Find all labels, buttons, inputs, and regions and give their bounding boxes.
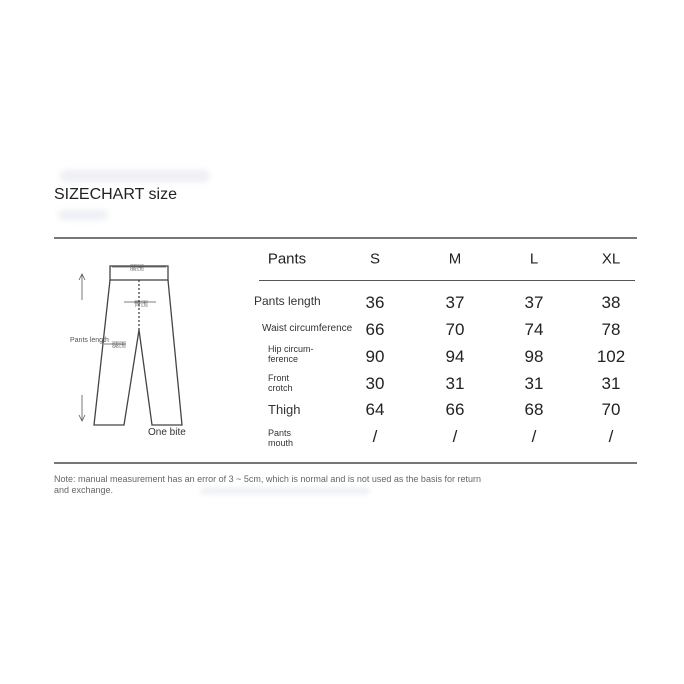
blurred-text	[60, 170, 210, 182]
header-pants: Pants	[267, 250, 307, 268]
table-cell: 31	[524, 374, 544, 393]
table-cell: /	[452, 427, 458, 446]
table-cell: 70	[445, 320, 465, 339]
table-cell: 64	[365, 400, 385, 419]
table-cell: 78	[601, 320, 621, 339]
table-cell: /	[372, 427, 378, 446]
bottom-divider	[54, 462, 637, 464]
figure-caption: One bite	[148, 427, 186, 438]
table-cell: 37	[445, 293, 465, 312]
table-cell: 66	[445, 400, 465, 419]
row-label-pants-mouth: Pants mouth	[268, 428, 294, 448]
length-arrow-gap	[74, 300, 90, 395]
table-cell: 70	[601, 400, 621, 419]
table-cell: 94	[445, 347, 465, 366]
row-label-front-crotch: Front crotch	[268, 373, 293, 393]
table-cell: 37	[524, 293, 544, 312]
thigh-tag: 腿围	[112, 342, 126, 349]
header-size-xl: XL	[601, 250, 621, 268]
table-cell: 66	[365, 320, 385, 339]
top-divider	[54, 237, 637, 239]
table-cell: /	[531, 427, 537, 446]
blurred-text	[58, 210, 108, 220]
row-label-thigh: Thigh	[268, 402, 301, 417]
row-label-waist: Waist circumference	[262, 323, 353, 334]
row-label-pants-length: Pants length	[254, 294, 321, 308]
header-size-s: S	[369, 250, 381, 268]
header-size-m: M	[448, 250, 462, 268]
waist-tag: 腰围	[130, 265, 144, 272]
row-label-hip: Hip circum- ference	[268, 344, 314, 364]
pants-length-side-label: Pants length	[70, 337, 109, 344]
table-cell: 31	[601, 374, 621, 393]
table-cell: 38	[601, 293, 621, 312]
hip-tag: 臀围	[134, 301, 148, 308]
table-cell: 36	[365, 293, 385, 312]
table-cell: 90	[365, 347, 385, 366]
table-cell: /	[608, 427, 614, 446]
table-cell: 31	[445, 374, 465, 393]
table-cell: 98	[524, 347, 544, 366]
header-divider	[259, 280, 635, 281]
table-cell: 102	[596, 347, 626, 366]
table-cell: 74	[524, 320, 544, 339]
page-title: SIZECHART size	[54, 186, 177, 203]
header-size-l: L	[529, 250, 539, 268]
measurement-note: Note: manual measurement has an error of 3 ~ 5cm, which is normal and is not used as the basis for return and exchange.	[54, 474, 481, 495]
pants-diagram	[64, 250, 214, 450]
table-cell: 68	[524, 400, 544, 419]
table-cell: 30	[365, 374, 385, 393]
